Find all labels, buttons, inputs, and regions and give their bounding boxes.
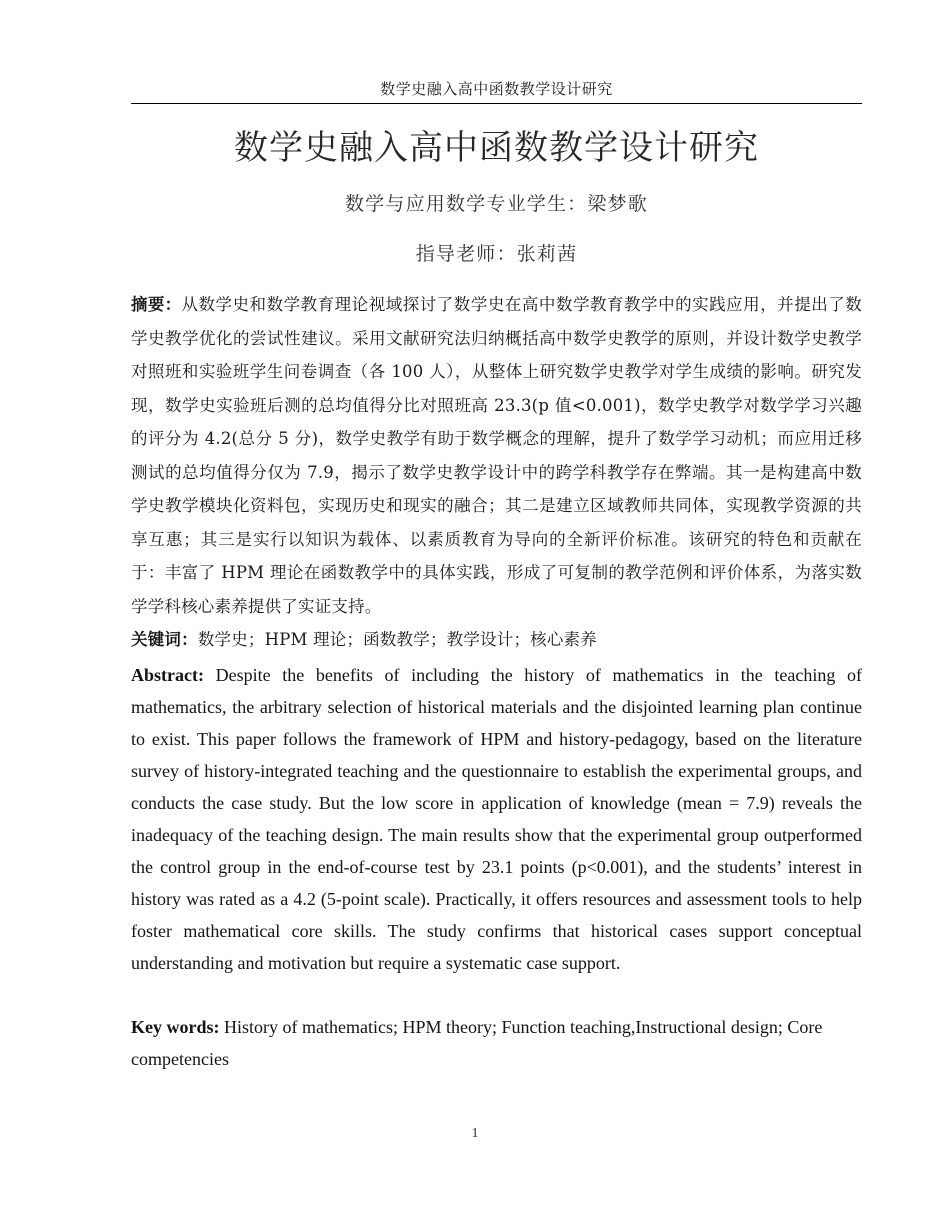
- english-keywords-label: Key words:: [131, 1016, 220, 1037]
- body-column: [131, 288, 862, 1075]
- header-rule: [131, 103, 862, 104]
- english-abstract: [131, 659, 862, 979]
- chinese-keywords-label: 关键词：: [131, 630, 198, 649]
- chinese-abstract-text: 从数学史和数学教育理论视域探讨了数学史在高中数学教育教学中的实践应用，并提出了数学史教学优化的尝试性建议。采用文献研究法归纳概括高中数学史教学的原则，并设计数学史教学对照班和实验班学生问卷调查（各 100 人），从整体上研究数学史教学对学生成绩的影响。研究发现，数学史实验班后测的总均值得分比对照班高 23.3(p 值<0.001)，数学史教学对数学学习兴趣的评分为 4.2(总分 5 分)，数学史教学有助于数学概念的理解，提升了数学学习动机；而应用迁移测试的总均值得分仅为 7.9，揭示了数学史教学设计中的跨学科教学存在弊端。其一是构建高中数学史教学模块化资料包，实现历史和现实的融合；其二是建立区域教师共同体，实现教学资源的共享互惠；其三是实行以知识为载体、以素质教育为导向的全新评价标准。该研究的特色和贡献在于：丰富了 HPM 理论在函数教学中的具体实践，形成了可复制的教学范例和评价体系，为落实数学学科核心素养提供了实证支持。: [131, 295, 863, 616]
- chinese-abstract: [131, 288, 862, 623]
- english-keywords-text: History of mathematics; HPM theory; Function teaching,Instructional design; Core competencies: [131, 1016, 823, 1069]
- chinese-keywords: [131, 623, 862, 657]
- advisor-line: 指导老师：张莉茜: [415, 243, 578, 265]
- english-abstract-label: Abstract:: [131, 664, 204, 685]
- english-abstract-text: Despite the benefits of including the history of mathematics in the teaching of mathematics, the arbitrary selection of historical materials and the disjointed learning plan continue to exist. This paper follows the framework of HPM and history-pedagogy, based on the literature survey of history-integrated teaching and the questionnaire to establish the experimental groups, and conducts the case study. But the low score in application of knowledge (mean = 7.9) reveals the inadequacy of the teaching design. The main results show that the experimental group outperformed the control group in the end-of-course test by 23.1 points (p<0.001), and the students’ interest in history was rated as a 4.2 (5-point scale). Practically, it offers resources and assessment tools to help foster mathematical core skills. The study confirms that historical cases support conceptual understanding and motivation but require a systematic case support.: [131, 664, 862, 973]
- title-block: [131, 124, 862, 268]
- author-line: 数学与应用数学专业学生：梁梦歌: [344, 193, 648, 215]
- english-keywords: [131, 1011, 862, 1075]
- chinese-keywords-text: 数学史；HPM 理论；函数教学；教学设计；核心素养: [197, 630, 597, 649]
- chinese-abstract-label: 摘要：: [131, 295, 182, 314]
- running-header: 数学史融入高中函数教学设计研究: [380, 82, 613, 98]
- page-title: 数学史融入高中函数教学设计研究: [234, 128, 759, 168]
- page-number: 1: [471, 1126, 479, 1141]
